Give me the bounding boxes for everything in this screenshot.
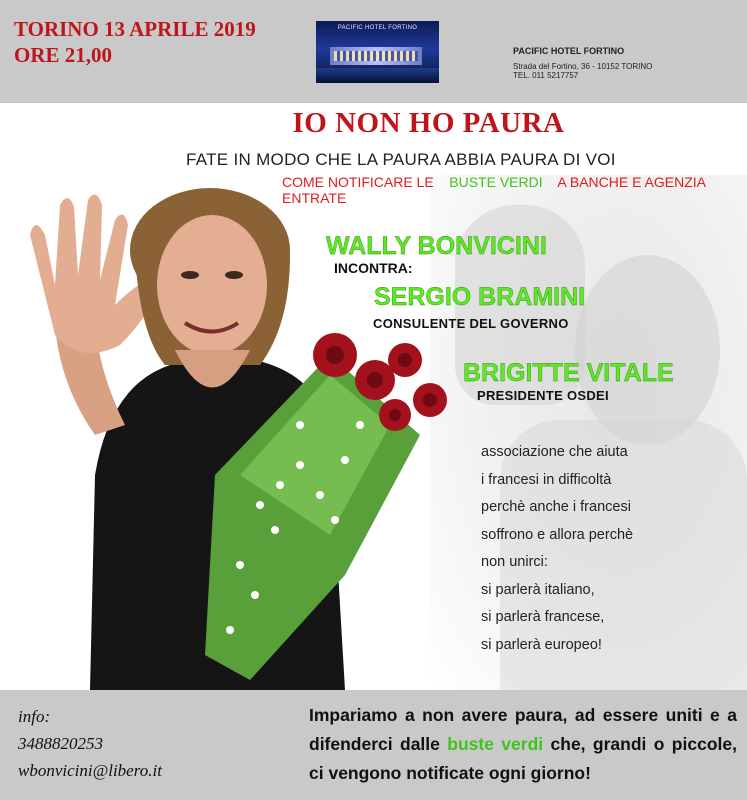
description-line: i francesi in difficoltà	[481, 471, 612, 488]
event-datetime	[14, 16, 256, 68]
contact-info	[18, 703, 162, 784]
event-time: ORE 21,00	[14, 43, 113, 67]
subtitle: FATE IN MODO CHE LA PAURA ABBIA PAURA DI VOI	[186, 150, 616, 169]
contact-email: wbonvicini@libero.it	[18, 761, 162, 780]
hotel-photo	[316, 21, 439, 83]
host-name: WALLY BONVICINI	[326, 232, 547, 260]
contact-phone: 3488820253	[18, 734, 103, 753]
hotel-photo-caption: PACIFIC HOTEL FORTINO	[337, 25, 418, 31]
hotel-phone: TEL. 011 5217757	[513, 71, 579, 80]
ghost-face-image	[575, 255, 720, 445]
guest1-role: CONSULENTE DEL GOVERNO	[373, 316, 569, 331]
description-line: non unirci:	[481, 554, 548, 570]
main-title: IO NON HO PAURA	[292, 107, 565, 139]
hotel-address: Strada del Fortino, 36 - 10152 TORINO	[513, 62, 653, 71]
slogan-part2: che, grandi o piccole, ci vengono notificate ogni giorno!	[309, 734, 737, 783]
slogan	[309, 701, 737, 788]
guest2-role: PRESIDENTE OSDEI	[477, 388, 609, 403]
notice-line	[282, 174, 747, 206]
notice-part2: A BANCHE E AGENZIA ENTRATE	[282, 174, 706, 206]
guest1-name: SERGIO BRAMINI	[374, 283, 586, 311]
slogan-part1: Impariamo a non avere paura, ad essere uniti e a difenderci dalle	[309, 705, 737, 754]
info-label: info:	[18, 707, 51, 726]
description	[481, 439, 633, 659]
host-role: INCONTRA:	[334, 260, 413, 276]
notice-highlight: BUSTE VERDI	[449, 174, 543, 190]
description-line: si parlerà italiano,	[481, 581, 595, 598]
event-date: TORINO 13 APRILE 2019	[14, 17, 256, 41]
description-line: associazione che aiuta	[481, 444, 628, 460]
description-line: si parlerà europeo!	[481, 636, 602, 653]
description-line: si parlerà francese,	[481, 609, 605, 625]
guest2-name: BRIGITTE VITALE	[463, 359, 674, 387]
hotel-contact	[513, 62, 652, 80]
notice-part1: COME NOTIFICARE LE	[282, 174, 434, 190]
description-line: perchè anche i francesi	[481, 499, 631, 515]
slogan-highlight: buste verdi	[447, 734, 544, 754]
description-line: soffrono e allora perchè	[481, 526, 634, 543]
hotel-name: PACIFIC HOTEL FORTINO	[513, 46, 625, 56]
